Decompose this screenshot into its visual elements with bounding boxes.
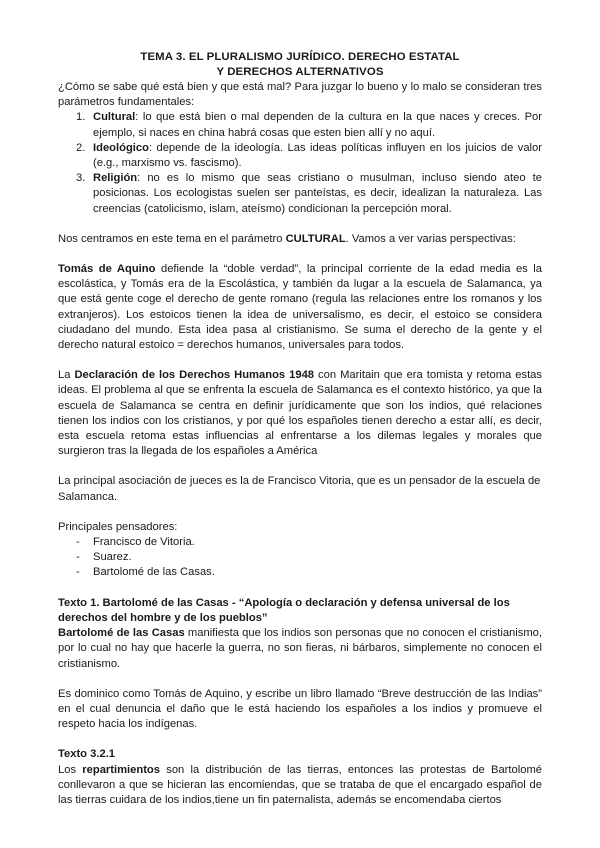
- parameter-text: : depende de la ideología. Las ideas políticas influyen en los juicios de valor (e.g., marxismo vs. fascismo).: [93, 141, 542, 170]
- thinker-name: Francisco de Vitoria.: [93, 536, 195, 549]
- texto321-heading: Texto 3.2.1: [58, 748, 115, 761]
- focus-text-end: . Vamos a ver varias perspectivas:: [345, 232, 516, 245]
- list-number: 2.: [76, 141, 86, 154]
- list-number: 3.: [76, 172, 86, 185]
- texto321-text: son la distribución de las tierras, entonces las protestas de Bartolomé conllevaron a que se hicieran las encomiendas, que se trataba de que el encargado español de las tierras cuidara de los indios,tiene un fin paternalista, además se encomendaba ciertos: [58, 763, 542, 806]
- aquino-paragraph: [58, 262, 542, 353]
- thinker-name: Bartolomé de las Casas.: [93, 566, 215, 579]
- focus-paragraph: [58, 232, 542, 247]
- focus-term: CULTURAL: [285, 232, 346, 245]
- texto1-paragraph: [58, 626, 542, 672]
- texto1-text: manifiesta que los indios son personas que no conocen el cristianismo, por lo cual no hay que hacerle la guerra, no son fieras, ni bárbaros, simplemente no conocen el cristianismo.: [58, 627, 542, 670]
- list-item: - Francisco de Vitoria.: [76, 536, 195, 549]
- aquino-term: Tomás de Aquino: [58, 263, 156, 276]
- texto321-prefix: Los: [58, 763, 83, 776]
- title-line-1: TEMA 3. EL PLURALISMO JURÍDICO. DERECHO ESTATAL: [140, 51, 460, 63]
- parameter-text: : no es lo mismo que seas cristiano o musulman, incluso siendo ateo te posicionas. Los ecologistas suelen ser panteístas, es decir, idealizan la naturaleza. Las creencias (catolicismo, islam, ateísmo) condicionan la percepción moral.: [93, 172, 542, 215]
- list-item: [76, 171, 542, 217]
- thinkers-list: [58, 535, 542, 581]
- parameter-text: : lo que está bien o mal dependen de la cultura en la que naces y creces. Por ejemplo, si naces en china habrá cosas que esten bien allí y no aquí.: [93, 111, 542, 139]
- parameter-term: Religión: [93, 172, 138, 185]
- aquino-text: defiende la “doble verdad”, la principal corriente de la edad media es la escolástica, y Tomás era de la Escolástica, y también da lugar a la escuela de Salamanca, ya que está gente coge el derecho de gente romano (regula las relaciones entre los romanos y los extranjeros). Los estoicos tienen la idea de universalismo, es decir, el estoico se considera ciudadano del mundo. Esta idea pasa al cristianismo. Se suma el derecho de la gente y el derecho natural estoico = derechos humanos, universales para todos.: [58, 263, 542, 352]
- parameter-term: Cultural: [93, 111, 136, 124]
- asociacion-paragraph: La principal asociación de jueces es la de Francisco Vitoria, que es un pensador de la escuela de Salamanca.: [58, 475, 541, 503]
- texto1-term: Bartolomé de las Casas: [58, 627, 185, 640]
- list-number: 1.: [76, 111, 86, 124]
- intro-paragraph: ¿Cómo se sabe qué está bien y que está mal? Para juzgar lo bueno y lo malo se consideran tres parámetros fundamentales:: [58, 81, 542, 109]
- texto1-heading: Texto 1. Bartolomé de las Casas - “Apología o declaración y defensa universal de los derechos del hombre y de los pueblos”: [58, 596, 510, 624]
- declaracion-term: Declaración de los Derechos Humanos 1948: [74, 369, 315, 382]
- thinkers-label: Principales pensadores:: [58, 520, 178, 533]
- declaracion-paragraph: [58, 368, 542, 459]
- parameters-list: [58, 110, 542, 216]
- list-item: - Suarez.: [76, 551, 132, 564]
- list-item: - Bartolomé de las Casas.: [76, 566, 215, 579]
- document-body: [58, 50, 542, 808]
- declaracion-prefix: La: [58, 369, 75, 382]
- list-item: [76, 141, 542, 171]
- parameter-term: Ideológico: [93, 141, 149, 154]
- focus-text: Nos centramos en este tema en el parámetro: [58, 232, 286, 245]
- thinker-name: Suarez.: [93, 551, 132, 564]
- texto321-term: repartimientos: [82, 763, 160, 776]
- declaracion-text: con Maritain que era tomista y retoma estas ideas. El problema al que se enfrenta la escuela de Salamanca es el contexto histórico, ya que la escuela de Salamanca se centra en definir jurídicamente que son los indios, qué relaciones tienen los indios con los cristianos, y por qué los españoles tienen derecho a estar allí, es decir, esta escuela retoma estas influencias al enfrentarse a los dilemas legales y morales que surgieron tras la llegada de los españoles a América: [58, 369, 542, 458]
- title-line-2: Y DERECHOS ALTERNATIVOS: [216, 66, 384, 78]
- dominico-paragraph: Es dominico como Tomás de Aquino, y escribe un libro llamado “Breve destrucción de las Indias” en el cual denuncia el daño que le está haciendo los españoles a los indios y promueve el respeto hacia los indígenas.: [58, 687, 542, 731]
- list-item: [76, 110, 542, 140]
- texto321-paragraph: [58, 763, 542, 809]
